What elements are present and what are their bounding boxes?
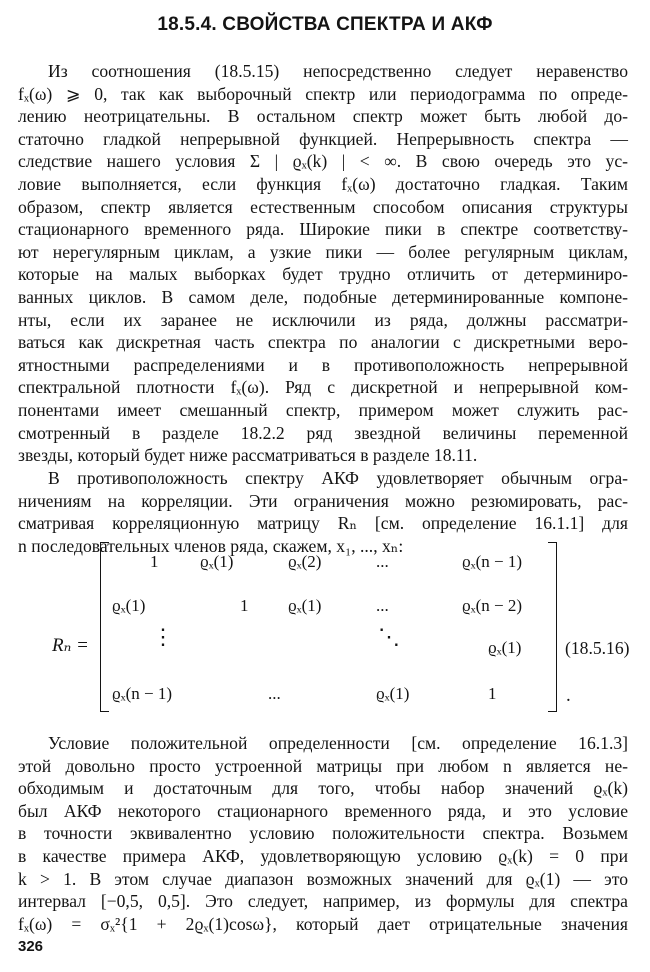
text-line: нты, если их заранее не исключили из ряда, должны рассматри-: [18, 309, 628, 330]
matrix-cell: ...: [268, 684, 281, 703]
text-line: k > 1. В этом случае диапазон возможных значений для ϱₓ(1) — это: [18, 868, 628, 889]
text-line: в точности эквивалентно условию положительности спектра. Возьмем: [18, 823, 628, 844]
matrix-cell: ϱₓ(2): [288, 552, 322, 571]
matrix-cell: 1: [488, 684, 497, 703]
text-line: ванных циклов. В самом деле, подобные детерминированные компоне-: [18, 286, 628, 307]
text-line: n последовательных членов ряда, скажем, x₁, ..., xₙ:: [18, 535, 404, 556]
paragraph-positive-definiteness: [18, 732, 628, 935]
text-line: ничениям на корреляции. Эти ограничения можно резюмировать, рас-: [18, 490, 628, 511]
text-line: fₓ(ω) ⩾ 0, так как выборочный спектр или периодограмма по опреде-: [18, 83, 628, 104]
section-heading: 18.5.4. СВОЙСТВА СПЕКТРА И АКФ: [157, 14, 493, 35]
page-number: 326: [18, 938, 44, 955]
correlation-matrix-equation: [0, 530, 650, 720]
text-line: образом, спектр является естественным способом описания структуры: [18, 196, 628, 217]
text-line: Из соотношения (18.5.15) непосредственно следует неравенство: [48, 61, 628, 81]
text-line: Условие положительной определенности [см. определение 16.1.3]: [48, 733, 628, 753]
matrix-cell: ϱₓ(1): [200, 552, 234, 571]
matrix-cell: 1: [240, 596, 249, 615]
text-line: ятностными распределениями и в противоположность непрерывной: [18, 354, 628, 375]
text-line: звезды, который будет ниже рассматриваться в разделе 18.11.: [18, 445, 478, 466]
right-bracket: [548, 542, 557, 712]
text-line: обходимым и достаточным для того, чтобы набор значений ϱₓ(k): [18, 778, 628, 799]
equation-number: (18.5.16): [565, 638, 630, 658]
text-line: ют нерегулярным циклам, а узкие пики — более регулярным циклам,: [18, 241, 628, 262]
matrix-cell: ϱₓ(1): [112, 596, 146, 615]
text-line: понентами имеет смешанный спектр, примером может служить рас-: [18, 399, 628, 420]
matrix-cell: ϱₓ(1): [488, 638, 522, 657]
text-line: смотренный в разделе 18.2.2 ряд звездной величины переменной: [18, 422, 628, 443]
vertical-dots: ⋮: [152, 624, 174, 649]
text-line: В противоположность спектру АКФ удовлетворяет обычным огра-: [48, 468, 628, 488]
matrix-cell: 1: [150, 552, 159, 571]
matrix-cell: ...: [376, 596, 389, 615]
paragraph-spectrum-properties: [18, 60, 628, 467]
left-bracket: [100, 542, 109, 712]
matrix-lhs: Rₙ =: [52, 635, 89, 656]
text-line: спектральной плотности fₓ(ω). Ряд с дискретной и непрерывной ком-: [18, 377, 628, 398]
matrix-cell: ϱₓ(1): [376, 684, 410, 703]
equation-period: .: [566, 685, 571, 706]
matrix-cell: ϱₓ(n − 1): [112, 684, 172, 703]
matrix-cell: ϱₓ(n − 2): [462, 596, 522, 615]
text-line: интервал [−0,5, 0,5]. Это следует, например, из формулы для спектра: [18, 891, 628, 912]
text-line: стационарного временного ряда. Широкие пики в спектре соответству-: [18, 219, 628, 240]
matrix-cell: ϱₓ(n − 1): [462, 552, 522, 571]
matrix-cell: ...: [376, 552, 389, 571]
text-line: сматривая корреляционную матрицу Rₙ [см. определение 16.1.1] для: [18, 513, 628, 534]
text-line: которые на малых выборках будет трудно отличить от детерминиро-: [18, 264, 628, 285]
text-line: лению неотрицательны. В остальном спектр может быть любой до-: [18, 106, 628, 127]
diagonal-dots: ⋱: [378, 624, 400, 649]
matrix-cell: ϱₓ(1): [288, 596, 322, 615]
text-line: fₓ(ω) = σₓ²{1 + 2ϱₓ(1)cosω}, который дает отрицательные значения: [18, 913, 628, 934]
text-line: в качестве примера АКФ, удовлетворяющую условию ϱₓ(k) = 0 при: [18, 845, 628, 866]
text-line: ваться как дискретная часть спектра по аналогии с дискретными веро-: [18, 332, 628, 353]
text-line: ловие выполняется, если функция fₓ(ω) достаточно гладкая. Таким: [18, 173, 628, 194]
text-line: статочно гладкой непрерывной функцией. Непрерывность спектра —: [18, 128, 628, 149]
text-line: этой довольно просто устроенной матрицы при любом n является не-: [18, 755, 628, 776]
text-line: следствие нашего условия Σ | ϱₓ(k) | < ∞. В свою очередь это ус-: [18, 151, 628, 172]
text-line: был АКФ некоторого стационарного временного ряда, и это условие: [18, 800, 628, 821]
